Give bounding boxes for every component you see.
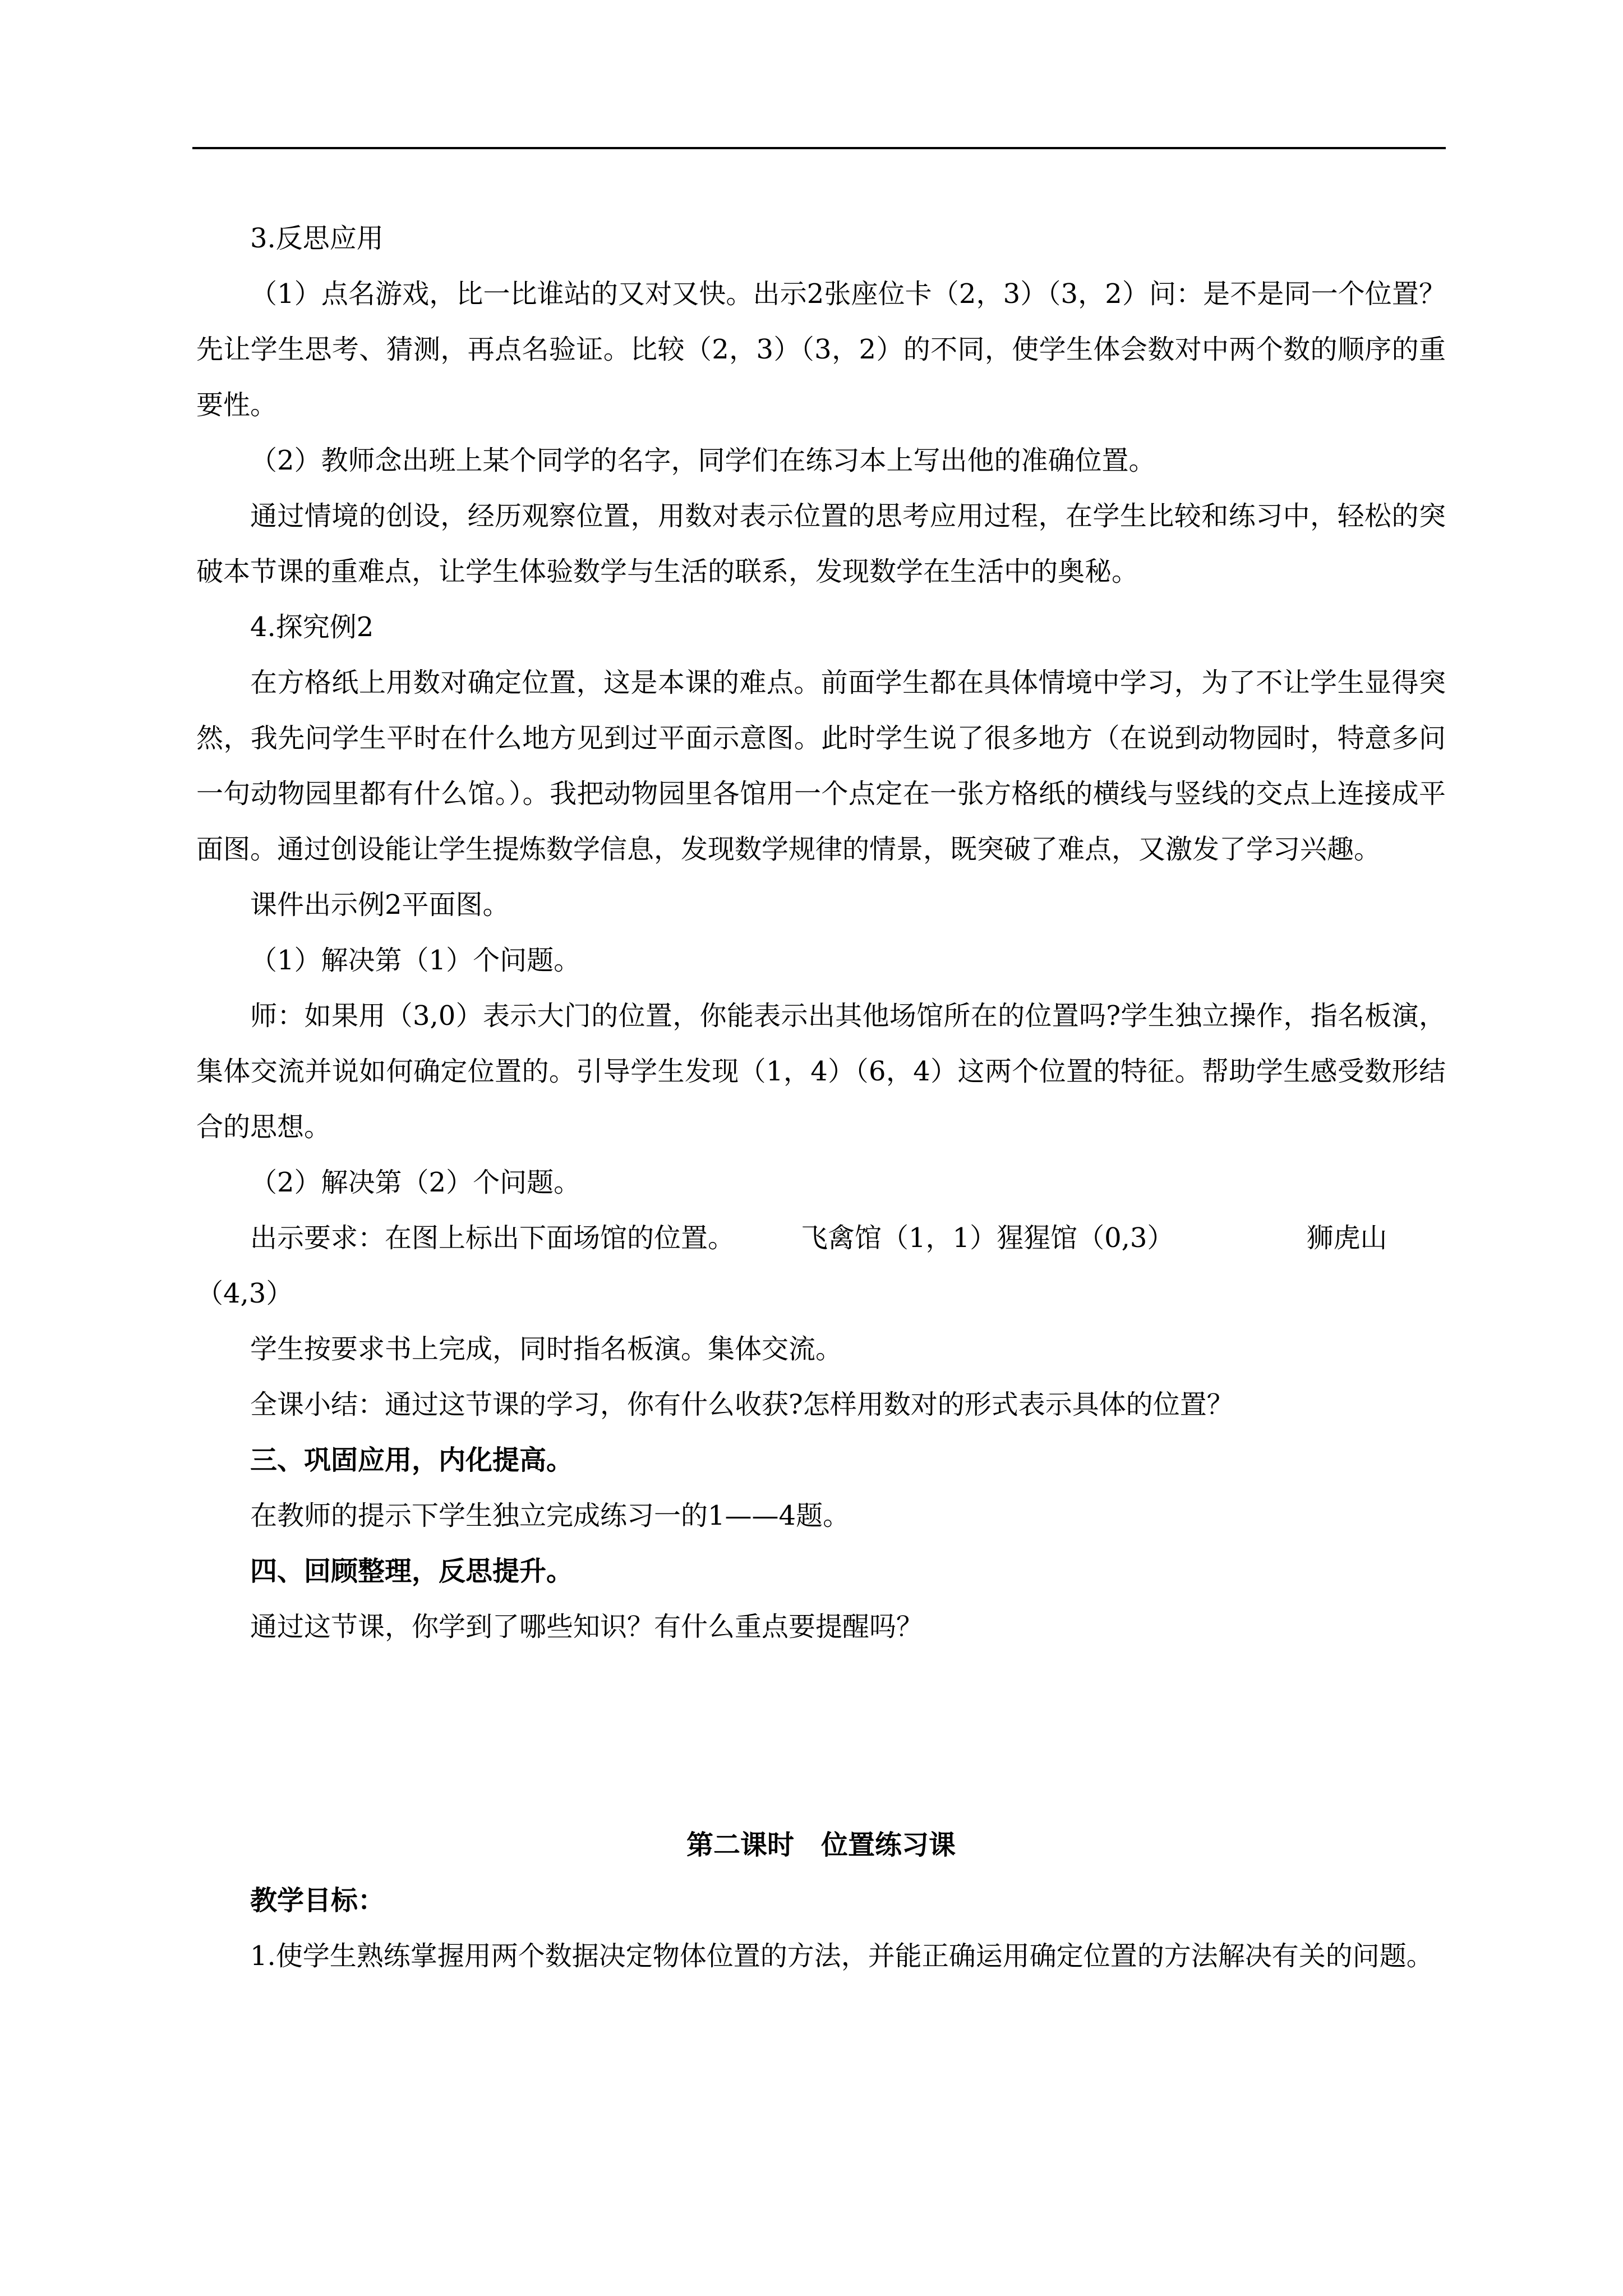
- paragraph-review-question: 通过这节课，你学到了哪些知识？有什么重点要提醒吗？: [250, 1611, 924, 1642]
- paragraph-reflect-apply: 3.反思应用: [250, 223, 384, 254]
- requirement-wrap: （4,3）: [196, 1278, 293, 1309]
- paragraph-teacher-names: （2）教师念出班上某个同学的名字，同学们在练习本上写出他的准确位置。: [250, 445, 1156, 476]
- requirement-item-1: 飞禽馆（1，1）猩猩馆（0,3）: [801, 1222, 1174, 1254]
- paragraph-lesson-summary: 全课小结：通过这节课的学习，你有什么收获?怎样用数对的形式表示具体的位置？: [250, 1389, 1234, 1420]
- heading-review: 四、回顾整理，反思提升。: [250, 1556, 574, 1587]
- paragraph-explore-example-2: 4.探究例2: [250, 611, 374, 643]
- requirement-item-2: 狮虎山: [1306, 1222, 1387, 1254]
- paragraph-roll-call-game: （1）点名游戏，比一比谁站的又对又快。出示2张座位卡（2，3）（3，2）问：是不是同一个位置？先让学生思考、猜测，再点名验证。比较（2，3）（3，2）的不同，使学生体会数对中两个数的顺序的重要性。: [196, 278, 1446, 421]
- requirement-prefix: 出示要求：在图上标出下面场馆的位置。: [250, 1222, 735, 1254]
- objective-1: 1.使学生熟练掌握用两个数据决定物体位置的方法，并能正确运用确定位置的方法解决有关的问题。: [250, 1940, 1433, 1972]
- header-rule: [192, 147, 1446, 149]
- paragraph-teacher-question: 师：如果用（3,0）表示大门的位置，你能表示出其他场馆所在的位置吗?学生独立操作，指名板演，集体交流并说如何确定位置的。引导学生发现（1，4）（6，4）这两个位置的特征。帮助学生感受数形结合的思想。: [196, 1000, 1446, 1143]
- paragraph-board-work: 学生按要求书上完成，同时指名板演。集体交流。: [250, 1333, 843, 1365]
- section-spacer: [196, 1655, 1446, 1818]
- paragraph-grid-paper: 在方格纸上用数对确定位置，这是本课的难点。前面学生都在具体情境中学习，为了不让学生显得突然，我先问学生平时在什么地方见到过平面示意图。此时学生说了很多地方（在说到动物园时，特意多问一句动物园里都有什么馆。）。我把动物园里各馆用一个点定在一张方格纸的横线与竖线的交点上连接成平面图。通过创设能让学生提炼数学信息，发现数学规律的情景，既突破了难点，又激发了学习兴趣。: [196, 667, 1446, 865]
- document-body: [196, 211, 1446, 1984]
- heading-consolidate: 三、巩固应用，内化提高。: [250, 1444, 574, 1476]
- objectives-heading: 教学目标：: [250, 1885, 385, 1916]
- paragraph-courseware: 课件出示例2平面图。: [250, 889, 510, 921]
- paragraph-solve-question-1: （1）解决第（1）个问题。: [250, 945, 581, 976]
- paragraph-solve-question-2: （2）解决第（2）个问题。: [250, 1167, 581, 1198]
- section-title: 第二课时 位置练习课: [686, 1829, 956, 1861]
- paragraph-requirement: [196, 1211, 1446, 1266]
- paragraph-situation-design: 通过情境的创设，经历观察位置，用数对表示位置的思考应用过程，在学生比较和练习中，轻松的突破本节课的重难点，让学生体验数学与生活的联系，发现数学在生活中的奥秘。: [196, 500, 1446, 587]
- paragraph-exercise: 在教师的提示下学生独立完成练习一的1——4题。: [250, 1500, 850, 1531]
